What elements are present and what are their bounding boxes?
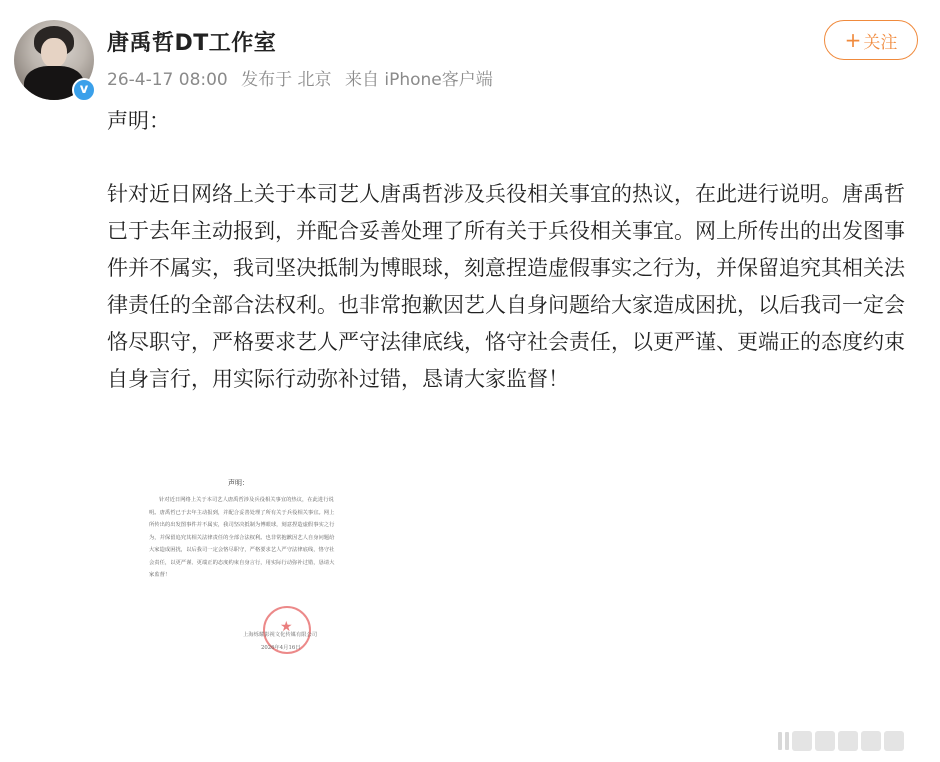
post-date: 26-4-17 08:00 xyxy=(107,70,228,90)
username[interactable]: 唐禹哲DT工作室 xyxy=(107,31,277,56)
post-heading: 声明： xyxy=(107,109,170,133)
follow-button[interactable] xyxy=(824,20,918,60)
watermark xyxy=(778,728,930,754)
document-body: 针对近日网络上关于本司艺人唐禹哲涉及兵役相关事宜的热议，在此进行说明。唐禹哲已于去年主动报到，并配合妥善处理了所有关于兵役相关事宜。网上所传出的出发图事件并不属实，我司坚决抵制为博眼球，刻意捏造虚假事实之行为，并保留追究其相关法律责任的全部合法权利。也非常抱歉因艺人自身问题给大家造成困扰，以后我司一定会恪尽职守，严格要求艺人严守法律底线，恪守社会责任，以更严谨、更端正的态度约束自身言行，用实际行动弥补过错，恳请大家监督！ xyxy=(149,497,335,578)
follow-label: 关注 xyxy=(863,32,898,53)
watermark-block xyxy=(838,731,858,751)
watermark-block xyxy=(861,731,881,751)
post-source: 来自 iPhone客户端 xyxy=(344,70,493,90)
watermark-bar xyxy=(778,732,782,750)
document-company: 上海烁耀影视文化传媒有限公司 xyxy=(243,632,318,638)
watermark-bar xyxy=(785,732,789,750)
post-body: 针对近日网络上关于本司艺人唐禹哲涉及兵役相关事宜的热议，在此进行说明。唐禹哲已于去年主动报到，并配合妥善处理了所有关于兵役相关事宜。网上所传出的出发图事件并不属实，我司坚决抵制为博眼球，刻意捏造虚假事实之行为，并保留追究其相关法律责任的全部合法权利。也非常抱歉因艺人自身问题给大家造成困扰，以后我司一定会恪尽职守，严格要求艺人严守法律底线，恪守社会责任，以更严谨、更端正的态度约束自身言行，用实际行动弥补过错，恳请大家监督！ xyxy=(107,182,905,391)
plus-icon: + xyxy=(844,28,862,52)
watermark-block xyxy=(815,731,835,751)
document-title: 声明： xyxy=(228,479,249,487)
attached-image[interactable] xyxy=(107,455,387,680)
post-location: 发布于 北京 xyxy=(241,70,332,90)
verified-badge-icon: v xyxy=(72,78,96,102)
watermark-block xyxy=(884,731,904,751)
avatar-face xyxy=(41,38,67,68)
document-date: 2026年4月16日 xyxy=(261,645,301,651)
post-content xyxy=(107,100,917,398)
document-page xyxy=(143,470,353,675)
watermark-block xyxy=(792,731,812,751)
post-meta xyxy=(107,65,501,90)
